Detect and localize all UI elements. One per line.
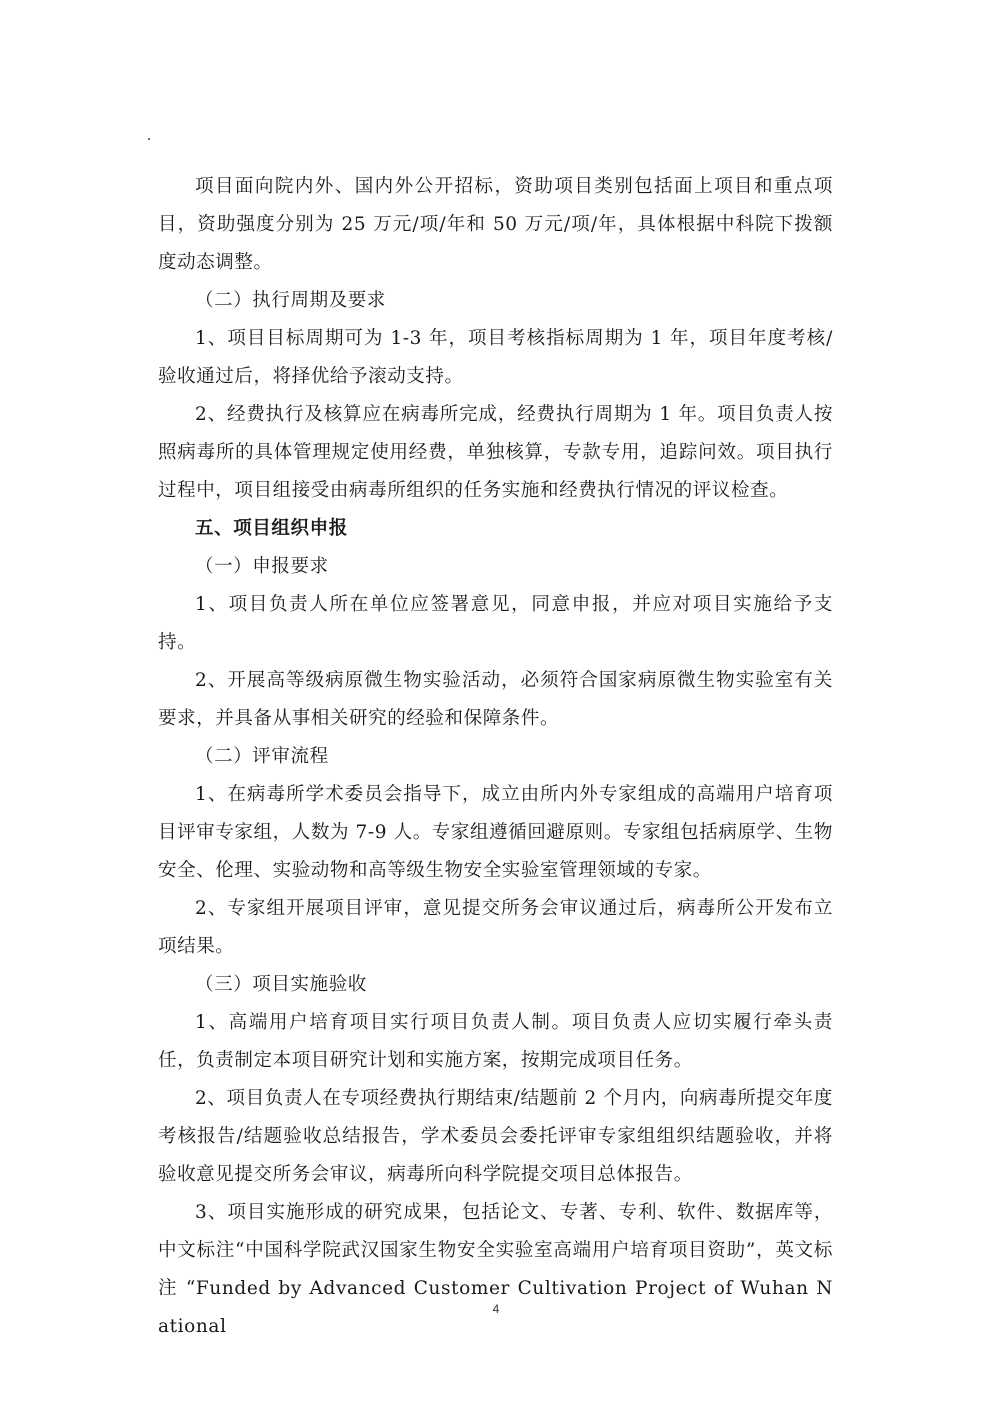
stray-mark (148, 138, 150, 140)
paragraph-review-result: 2、专家组开展项目评审，意见提交所务会审议通过后，病毒所公开发布立项结果。 (158, 898, 833, 957)
paragraph-funds-execution: 2、经费执行及核算应在病毒所完成，经费执行周期为 1 年。项目负责人按照病毒所的具体管理规定使用经费，单独核算，专款专用，追踪问效。项目执行过程中，项目组接受由病毒所组织的任务实施和经费执行情况的评议检查。 (158, 404, 833, 501)
paragraph-lab-requirements: 2、开展高等级病原微生物实验活动，必须符合国家病原微生物实验室有关要求，并具备从事相关研究的经验和保障条件。 (158, 670, 833, 729)
document-body (158, 168, 833, 1346)
paragraph-unit-endorsement: 1、项目负责人所在单位应签署意见，同意申报，并应对项目实施给予支持。 (158, 594, 833, 653)
subheading-application-requirements: （一）申报要求 (195, 556, 329, 577)
paragraph-leader-responsibility: 1、高端用户培育项目实行项目负责人制。项目负责人应切实履行牵头责任，负责制定本项目研究计划和实施方案，按期完成项目任务。 (158, 1012, 833, 1071)
paragraph-target-period: 1、项目目标周期可为 1-3 年，项目考核指标周期为 1 年，项目年度考核/验收通过后，将择优给予滚动支持。 (158, 328, 833, 387)
paragraph-annual-report: 2、项目负责人在专项经费执行期结束/结题前 2 个月内，向病毒所提交年度考核报告/结题验收总结报告，学术委员会委托评审专家组组织结题验收，并将验收意见提交所务会审议，病毒所向科学院提交项目总体报告。 (158, 1088, 833, 1185)
page-number: 4 (492, 1302, 500, 1316)
paragraph-funding-acknowledgement: 3、项目实施形成的研究成果，包括论文、专著、专利、软件、数据库等，中文标注“中国科学院武汉国家生物安全实验室高端用户培育项目资助”，英文标注 “Funded by Advanced Customer Cultivation Project of Wuhan National (158, 1202, 833, 1337)
paragraph-funding-scope: 项目面向院内外、国内外公开招标，资助项目类别包括面上项目和重点项目，资助强度分别为 25 万元/项/年和 50 万元/项/年，具体根据中科院下拨额度动态调整。 (158, 176, 833, 273)
paragraph-expert-panel: 1、在病毒所学术委员会指导下，成立由所内外专家组成的高端用户培育项目评审专家组，人数为 7-9 人。专家组遵循回避原则。专家组包括病原学、生物安全、伦理、实验动物和高等级生物安全实验室管理领域的专家。 (158, 784, 833, 881)
subheading-execution-period: （二）执行周期及要求 (195, 290, 387, 311)
subheading-review-process: （二）评审流程 (195, 746, 329, 767)
section-heading-application: 五、项目组织申报 (195, 518, 348, 539)
subheading-implementation-acceptance: （三）项目实施验收 (195, 974, 367, 995)
